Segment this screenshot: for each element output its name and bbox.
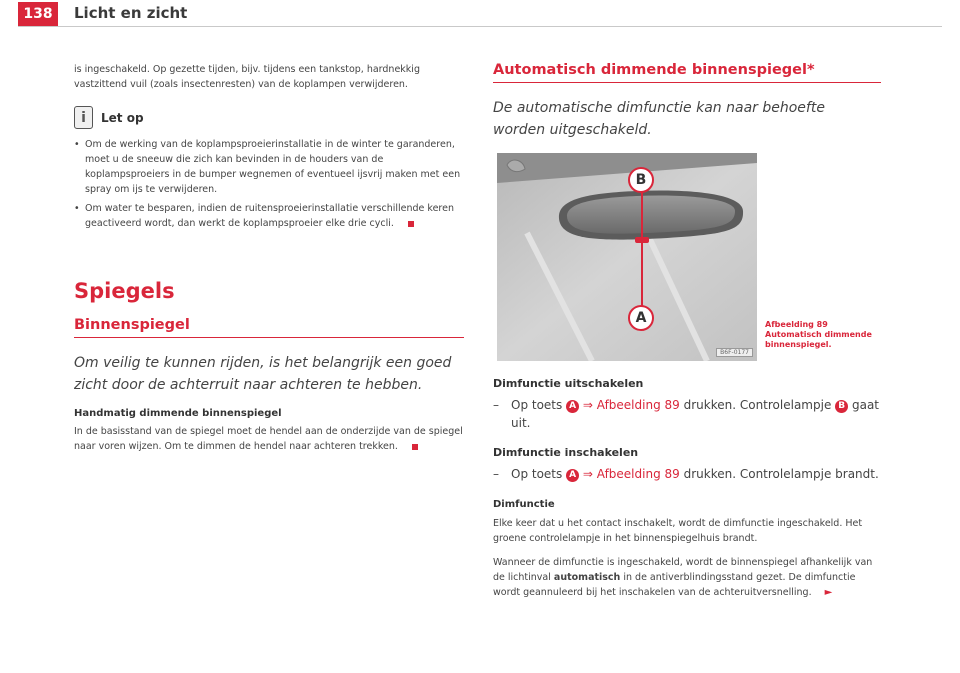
button-a-marker: A [566, 400, 579, 413]
left-column [74, 62, 464, 454]
figure-code: B6F-0177 [716, 348, 753, 357]
end-square-icon [412, 444, 418, 450]
lead-text: De automatische dimfunctie kan naar behoefte worden uitgeschakeld. [493, 100, 825, 138]
step-text: Op toets [511, 467, 563, 481]
button-a-marker: A [566, 469, 579, 482]
callout-b: B [628, 167, 654, 193]
subsection-title: Binnenspiegel [74, 317, 464, 338]
dim-paragraph-2 [493, 555, 881, 600]
section-title: Spiegels [74, 279, 175, 303]
dim-text: in de antiverblindingsstand gezet. De dimfunctie wordt geannuleerd bij het inschakelen van de achteruitversnelling. [493, 572, 856, 598]
right-column [493, 62, 881, 600]
note-item-text: Om de werking van de koplampsproeierinstallatie in de winter te garanderen, moet u de sneeuw die zich kan bevinden in de houders van de koplampsproeiers in de bumper wegnemen of eventueel ijsvrij maken met een spray om ijs te verwijderen. [85, 139, 461, 195]
figure-link[interactable]: ⇒ Afbeelding 89 [582, 398, 680, 412]
continue-arrow-icon: ► [824, 587, 833, 598]
bullet-icon: • [74, 203, 80, 214]
enable-step-text [511, 465, 879, 483]
note-item-text [85, 201, 464, 231]
page-number: 138 [18, 2, 58, 26]
info-icon: i [74, 106, 93, 129]
running-title: Licht en zicht [74, 4, 188, 22]
enable-step [493, 465, 881, 483]
enable-heading: Dimfunctie inschakelen [493, 446, 639, 459]
note-item [74, 137, 464, 197]
step-text: drukken. Controlelampje [683, 398, 832, 412]
header-rule [18, 26, 942, 27]
mirror-drawing [497, 153, 757, 361]
step-text: Op toets [511, 398, 563, 412]
dash-icon: – [493, 398, 499, 412]
note-item-text-body: Om water te besparen, indien de ruitensproeierinstallatie verschillende keren geactiveerd wordt, dan werkt de koplampsproeier elke drie cycli. [85, 203, 454, 229]
manual-paragraph [74, 424, 464, 454]
dim-heading: Dimfunctie [493, 499, 555, 510]
callout-a: A [628, 305, 654, 331]
figure-link[interactable]: ⇒ Afbeelding 89 [582, 467, 680, 481]
subsection-title: Automatisch dimmende binnenspiegel* [493, 62, 881, 83]
disable-step-text [511, 396, 881, 432]
lead-text: Om veilig te kunnen rijden, is het belangrijk een goed zicht door de achterruit naar achteren te hebben. [74, 355, 452, 393]
dash-icon: – [493, 467, 499, 481]
manual-heading: Handmatig dimmende binnenspiegel [74, 408, 282, 419]
dim-bold-text: automatisch [553, 572, 621, 583]
note-header [74, 106, 464, 129]
dim-paragraph-1: Elke keer dat u het contact inschakelt, wordt de dimfunctie ingeschakeld. Het groene controlelampje in het binnenspiegelhuis brandt. [493, 518, 863, 544]
note-label: Let op [101, 110, 144, 125]
disable-heading: Dimfunctie uitschakelen [493, 377, 644, 390]
figure-caption: Afbeelding 89 Automatisch dimmende binnenspiegel. [765, 320, 872, 349]
note-item [74, 201, 464, 231]
intro-paragraph: is ingeschakeld. Op gezette tijden, bijv. tijdens een tankstop, hardnekkig vastzittend vuil (zoals insectenresten) van de koplampen verwijderen. [74, 64, 420, 90]
step-text: gaat uit. [511, 398, 880, 430]
figure-block [493, 153, 881, 363]
disable-step [493, 396, 881, 432]
mirror-illustration [497, 153, 757, 361]
step-text: drukken. Controlelampje brandt. [683, 467, 879, 481]
callout-line [641, 186, 643, 318]
end-square-icon [408, 221, 414, 227]
bullet-icon: • [74, 139, 80, 150]
lamp-b-marker: B [835, 400, 848, 413]
dim-text: Wanneer de dimfunctie is ingeschakeld, wordt de binnenspiegel afhankelijk van de lichtinval [493, 557, 873, 583]
manual-paragraph-text: In de basisstand van de spiegel moet de hendel aan de onderzijde van de spiegel naar voren wijzen. Om te dimmen de hendel naar achteren trekken. [74, 426, 463, 452]
